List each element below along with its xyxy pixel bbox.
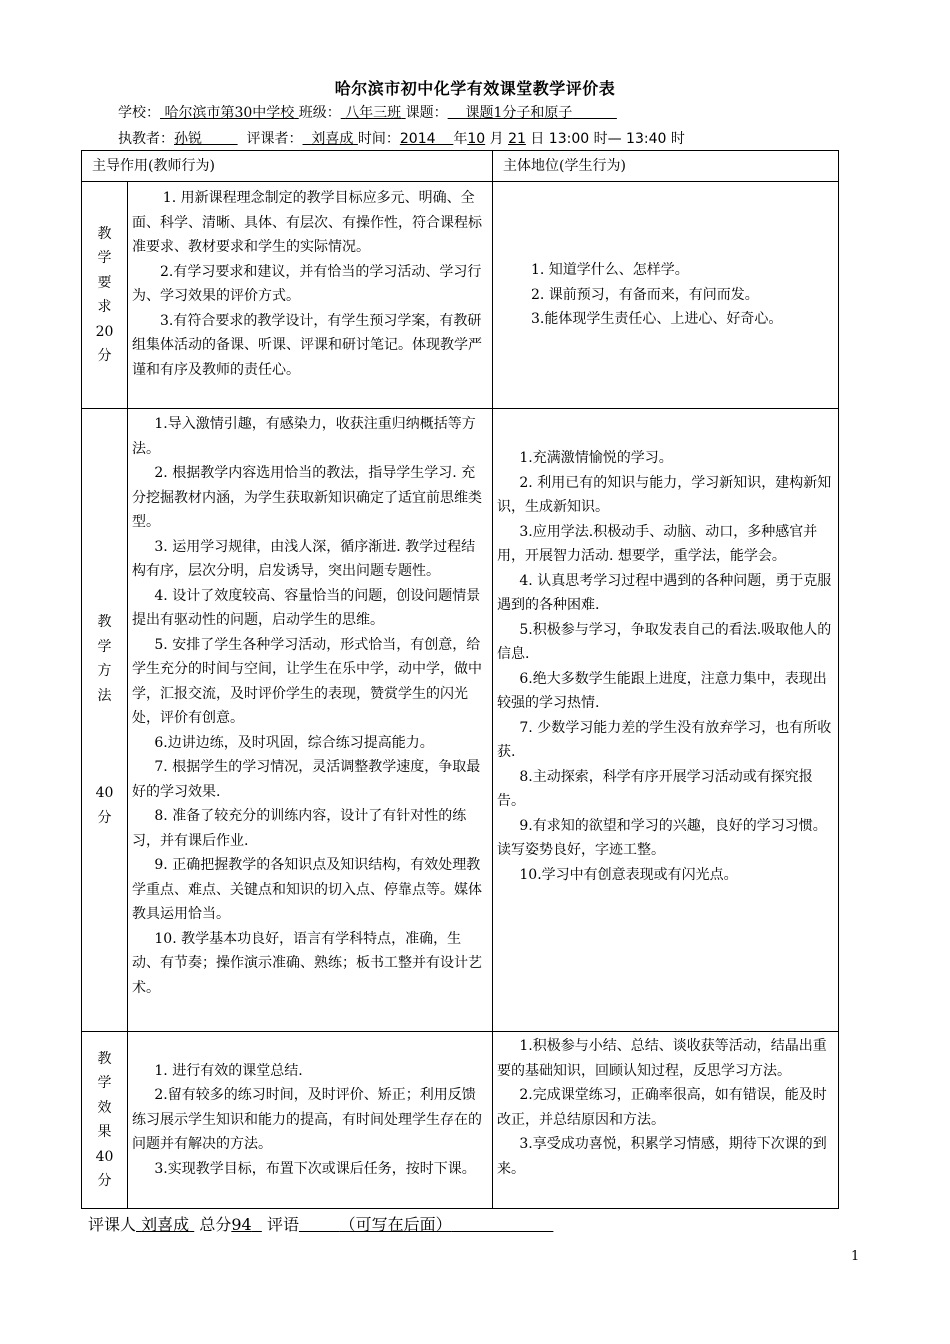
topic-value: 课题1分子和原子 bbox=[465, 105, 573, 121]
month-suffix: 月 bbox=[489, 131, 504, 147]
page-number: 1 bbox=[851, 1249, 860, 1264]
list-item: 3.实现教学目标，布置下次或课后任务，按时下课。 bbox=[154, 1160, 476, 1177]
evaluator-value: 刘喜成 bbox=[311, 131, 354, 147]
time-label: 时间： bbox=[357, 131, 400, 147]
page-title: 哈尔滨市初中化学有效课堂教学评价表 bbox=[334, 79, 616, 98]
school-value: 哈尔滨市第30中学校 bbox=[164, 105, 295, 121]
student-cell bbox=[493, 1032, 839, 1209]
topic-label: 课题： bbox=[405, 105, 448, 121]
info-line-school bbox=[118, 102, 617, 122]
school-label: 学校： bbox=[118, 105, 160, 121]
list-item: 2. 根据教学内容选用恰当的教法，指导学生学习. 充分挖掘教材内涵，为学生获取新知识确定了适宜前思维类型。 bbox=[132, 465, 482, 530]
footer-score-value: 94 bbox=[231, 1215, 252, 1234]
student-cell bbox=[493, 409, 839, 1032]
list-item: 6.边讲边练，及时巩固，综合练习提高能力。 bbox=[154, 734, 434, 751]
list-item: 1.积极参与小结、总结、谈收获等活动，结晶出重要的基础知识，回顾认知过程，反思学习方法。 bbox=[497, 1038, 827, 1079]
list-item: 1. 用新课程理念制定的教学目标应多元、明确、全面、科学、清晰、具体、有层次、有操作性，符合课程标准要求、教材要求和学生的实际情况。 bbox=[132, 190, 482, 255]
student-cell bbox=[493, 182, 839, 409]
day-value: 21 bbox=[508, 131, 526, 147]
time-range: 13:00 时— 13:40 时 bbox=[548, 131, 685, 147]
list-item: 2.留有较多的练习时间，及时评价、矫正；利用反馈练习展示学生知识和能力的提高，有时间处理学生存在的问题并有解决的方法。 bbox=[132, 1087, 482, 1153]
footer-line bbox=[88, 1212, 553, 1235]
year-suffix: 年 bbox=[453, 131, 468, 147]
header-student: 主体地位(学生行为) bbox=[493, 151, 839, 182]
category-cell: 教 学 效 果 40 分 bbox=[82, 1032, 128, 1209]
list-item: 7. 根据学生的学习情况，灵活调整教学速度，争取最好的学习效果. bbox=[132, 759, 481, 800]
teacher-cell bbox=[128, 1032, 493, 1209]
day-suffix: 日 bbox=[530, 131, 545, 147]
teacher-cell bbox=[128, 182, 493, 409]
list-item: 9. 正确把握教学的各知识点及知识结构，有效处理教学重点、难点、关键点和知识的切入点、停靠点等。媒体教具运用恰当。 bbox=[132, 857, 482, 922]
footer-comment-label: 评语 bbox=[266, 1215, 299, 1234]
list-item: 8.主动探索，科学有序开展学习活动或有探究报告。 bbox=[497, 768, 813, 809]
list-item: 3.享受成功喜悦，积累学习情感，期待下次课的到来。 bbox=[497, 1136, 827, 1177]
category-cell: 教 学 方 法 40 分 bbox=[82, 409, 128, 1032]
table-header-row bbox=[82, 151, 839, 182]
section-methods bbox=[82, 409, 839, 1032]
list-item: 10.学习中有创意表现或有闪光点。 bbox=[519, 866, 738, 883]
footer-evaluator-value: 刘喜成 bbox=[141, 1215, 190, 1234]
list-item: 1. 进行有效的课堂总结. bbox=[154, 1062, 303, 1079]
evaluation-table bbox=[81, 150, 839, 1209]
footer-comment-value: （可写在后面） bbox=[339, 1215, 452, 1234]
info-line-teacher bbox=[118, 128, 685, 148]
year-value: 2014 bbox=[399, 131, 436, 147]
list-item: 9.有求知的欲望和学习的兴趣，良好的学习习惯。读写姿势良好，字迹工整。 bbox=[497, 817, 827, 858]
list-item: 7. 少数学习能力差的学生没有放弃学习，也有所收获. bbox=[497, 719, 832, 760]
list-item: 3.能体现学生责任心、上进心、好奇心。 bbox=[531, 311, 783, 328]
list-item: 5.积极参与学习，争取发表自己的看法.吸取他人的信息. bbox=[497, 621, 832, 662]
list-item: 2.完成课堂练习，正确率很高，如有错误，能及时改正，并总结原因和方法。 bbox=[497, 1087, 827, 1128]
list-item: 3.应用学法.积极动手、动脑、动口，多种感官并用，开展智力活动. 想要学，重学法，能学会。 bbox=[497, 523, 818, 564]
footer-score-label: 总分 bbox=[199, 1215, 232, 1234]
footer-evaluator-label: 评课人 bbox=[88, 1215, 137, 1234]
class-label: 班级： bbox=[298, 105, 341, 121]
class-value: 八年三班 bbox=[345, 105, 402, 121]
list-item: 4. 设计了效度较高、容量恰当的问题，创设问题情景提出有驱动性的问题，启动学生的思维。 bbox=[132, 587, 481, 628]
list-item: 4. 认真思考学习过程中遇到的各种问题，勇于克服遇到的各种困难. bbox=[497, 572, 832, 613]
evaluator-label: 评课者： bbox=[246, 131, 303, 147]
list-item: 1. 知道学什么、怎样学。 bbox=[531, 262, 689, 279]
header-teacher: 主导作用(教师行为) bbox=[82, 151, 493, 182]
category-cell: 教 学 要 求 20 分 bbox=[82, 182, 128, 409]
list-item: 2. 利用已有的知识与能力，学习新知识，建构新知识，生成新知识。 bbox=[497, 474, 832, 515]
list-item: 1.导入激情引趣，有感染力，收获注重归纳概括等方法。 bbox=[132, 416, 476, 457]
section-requirements bbox=[82, 182, 839, 409]
list-item: 2.有学习要求和建议，并有恰当的学习活动、学习行为、学习效果的评价方式。 bbox=[132, 263, 482, 304]
list-item: 6.绝大多数学生能跟上进度，注意力集中，表现出较强的学习热情. bbox=[497, 670, 827, 711]
list-item: 3.有符合要求的教学设计，有学生预习学案，有教研组集体活动的备课、听课、评课和研讨笔记。体现教学严谨和有序及教师的责任心。 bbox=[132, 312, 482, 378]
month-value: 10 bbox=[467, 131, 486, 147]
teacher-cell bbox=[128, 409, 493, 1032]
list-item: 3. 运用学习规律，由浅人深，循序渐进. 教学过程结构有序，层次分明，启发诱导，突出问题专题性。 bbox=[132, 538, 476, 579]
list-item: 8. 准备了较充分的训练内容，设计了有针对性的练习，并有课后作业. bbox=[132, 808, 467, 849]
list-item: 2. 课前预习，有备而来，有问而发。 bbox=[531, 286, 759, 303]
list-item: 5. 安排了学生各种学习活动，形式恰当，有创意，给学生充分的时间与空间，让学生在乐中学，动中学，做中学，汇报交流，及时评价学生的表现，赞赏学生的闪光处，评价有创意。 bbox=[132, 636, 482, 726]
list-item: 10. 教学基本功良好，语言有学科特点，准确，生动、有节奏；操作演示准确、熟练；板书工整并有设计艺术。 bbox=[132, 930, 482, 996]
teacher-value: 孙锐 bbox=[174, 131, 202, 147]
teacher-label: 执教者： bbox=[118, 131, 174, 147]
list-item: 1.充满激情愉悦的学习。 bbox=[519, 450, 673, 466]
section-effects bbox=[82, 1032, 839, 1209]
